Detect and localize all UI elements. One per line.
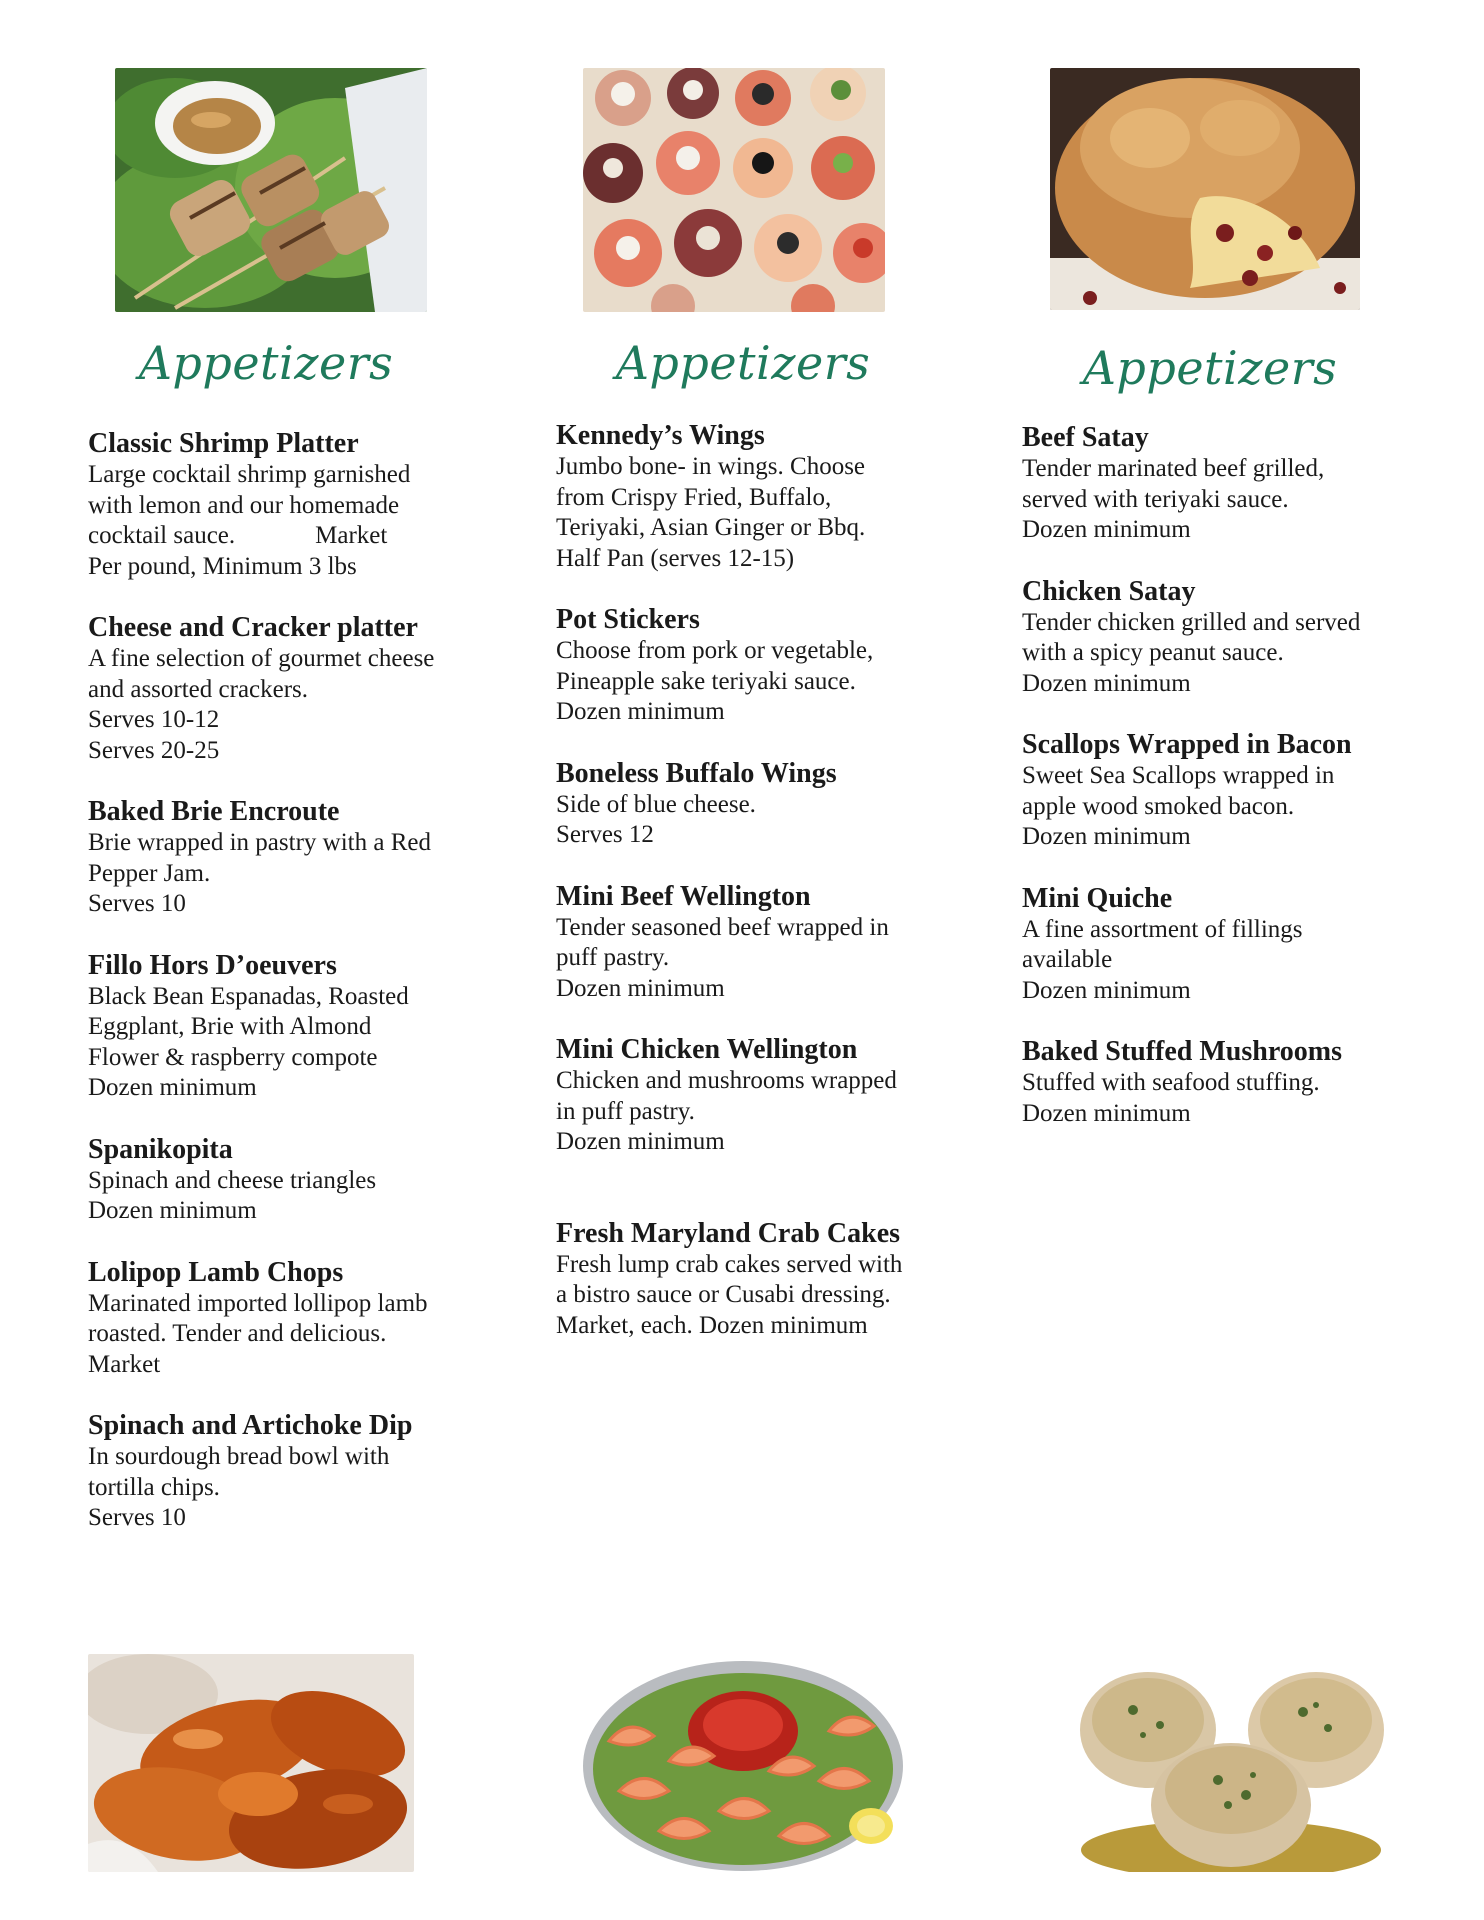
item-description: Brie wrapped in pastry with a Red	[88, 829, 431, 856]
item-description: Choose from pork or vegetable,	[556, 637, 874, 664]
item-serving: Serves 10-12	[88, 706, 220, 733]
menu-item	[556, 1034, 976, 1158]
item-description: A fine assortment of fillings	[1022, 915, 1303, 943]
item-name: Beef Satay	[1022, 422, 1149, 453]
item-description: Jumbo bone- in wings. Choose	[556, 453, 866, 480]
column-3-heading: Appetizers	[1082, 341, 1338, 395]
item-name: Boneless Buffalo Wings	[556, 757, 837, 789]
item-description: Pepper Jam.	[88, 859, 211, 887]
item-description: Sweet Sea Scallops wrapped in	[1022, 762, 1335, 789]
item-description: available	[1022, 946, 1113, 973]
item-description: A fine selection of gourmet cheese	[88, 645, 435, 672]
item-description: Per pound, Minimum 3 lbs	[88, 552, 357, 580]
item-serving: Half Pan (serves 12-15)	[556, 544, 795, 572]
item-description: Tender seasoned beef wrapped in	[556, 913, 889, 941]
menu-item	[88, 428, 508, 582]
menu-item	[556, 1218, 976, 1342]
menu-item	[556, 604, 976, 728]
menu-item	[556, 758, 976, 851]
item-description: Teriyaki, Asian Ginger or Bbq.	[556, 514, 866, 541]
item-serving: Dozen minimum	[556, 974, 725, 1002]
item-description: Large cocktail shrimp garnished	[88, 461, 411, 488]
column-1-heading: Appetizers	[138, 336, 394, 390]
item-name: Spanikopita	[88, 1133, 233, 1165]
item-name: Classic Shrimp Platter	[88, 428, 359, 459]
menu-item	[1022, 883, 1442, 1007]
item-name: Mini Beef Wellington	[556, 880, 811, 912]
menu-item	[556, 420, 976, 574]
item-name: Scallops Wrapped in Bacon	[1022, 729, 1352, 760]
item-description: puff pastry.	[556, 944, 670, 971]
item-description: Tender marinated beef grilled,	[1022, 455, 1325, 482]
item-name: Spinach and Artichoke Dip	[88, 1410, 413, 1441]
menu-item	[1022, 729, 1442, 853]
item-serving: Dozen minimum	[1022, 1099, 1191, 1127]
item-serving: Dozen minimum	[88, 1074, 257, 1101]
item-description: Fresh lump crab cakes served with	[556, 1250, 903, 1278]
item-description: Black Bean Espanadas, Roasted	[88, 982, 409, 1010]
item-description: Chicken and mushrooms wrapped	[556, 1067, 897, 1094]
item-price: Market, each. Dozen minimum	[556, 1311, 868, 1339]
item-name: Fresh Maryland Crab Cakes	[556, 1217, 901, 1249]
item-serving: Serves 12	[556, 821, 654, 848]
item-description: Tender chicken grilled and served	[1022, 608, 1361, 636]
menu-column-1	[88, 428, 508, 1534]
item-description: Spinach and cheese triangles	[88, 1166, 377, 1194]
item-serving: Dozen minimum	[556, 698, 725, 725]
item-description: roasted. Tender and delicious.	[88, 1320, 387, 1347]
canapes-photo	[583, 68, 885, 312]
item-name: Mini Quiche	[1022, 882, 1173, 914]
item-serving: Serves 20-25	[88, 736, 220, 764]
item-serving: Dozen minimum	[1022, 976, 1191, 1004]
item-name: Lolipop Lamb Chops	[88, 1256, 344, 1288]
item-description: served with teriyaki sauce.	[1022, 485, 1289, 513]
menu-item	[1022, 576, 1442, 700]
item-description: tortilla chips.	[88, 1473, 220, 1501]
item-serving: Dozen minimum	[1022, 669, 1191, 697]
item-name: Mini Chicken Wellington	[556, 1034, 858, 1065]
menu-item	[88, 796, 508, 920]
menu-column-2	[556, 420, 976, 1341]
item-description: Side of blue cheese.	[556, 790, 756, 818]
item-price: Market	[315, 522, 388, 549]
buffalo-wings-photo	[88, 1654, 414, 1872]
menu-item	[1022, 1036, 1442, 1129]
shrimp-platter-photo	[579, 1651, 907, 1873]
item-name: Baked Brie Encroute	[88, 796, 340, 827]
menu-item	[556, 881, 976, 1005]
menu-column-3	[1022, 422, 1442, 1129]
item-price: Market	[88, 1350, 161, 1378]
item-name: Fillo Hors D’oeuvers	[88, 949, 337, 981]
stuffed-mushrooms-photo	[1068, 1650, 1394, 1872]
menu-item	[88, 1257, 508, 1381]
item-description: from Crispy Fried, Buffalo,	[556, 483, 832, 511]
item-description: apple wood smoked bacon.	[1022, 792, 1295, 820]
item-serving: Serves 10	[88, 890, 186, 917]
item-description: and assorted crackers.	[88, 675, 309, 703]
item-serving: Dozen minimum	[556, 1128, 725, 1155]
item-description: In sourdough bread bowl with	[88, 1443, 390, 1470]
item-name: Chicken Satay	[1022, 575, 1196, 607]
item-name: Pot Stickers	[556, 604, 700, 635]
menu-item	[88, 1134, 508, 1227]
item-name: Kennedy’s Wings	[556, 420, 765, 451]
baked-brie-photo	[1050, 68, 1360, 310]
item-name: Cheese and Cracker platter	[88, 612, 418, 643]
menu-item	[1022, 422, 1442, 546]
item-serving: Dozen minimum	[1022, 516, 1191, 543]
item-description: cocktail sauce. Market	[88, 522, 388, 549]
item-description: with lemon and our homemade	[88, 491, 400, 519]
item-description: with a spicy peanut sauce.	[1022, 639, 1284, 666]
item-description: Stuffed with seafood stuffing.	[1022, 1069, 1320, 1096]
satay-skewers-photo	[115, 68, 427, 312]
item-serving: Serves 10	[88, 1504, 186, 1531]
item-description: Eggplant, Brie with Almond	[88, 1013, 372, 1040]
item-serving: Dozen minimum	[1022, 823, 1191, 850]
item-description: Flower & raspberry compote	[88, 1043, 378, 1071]
item-description: in puff pastry.	[556, 1097, 695, 1125]
column-2-heading: Appetizers	[615, 336, 871, 390]
menu-item	[88, 612, 508, 766]
item-description: a bistro sauce or Cusabi dressing.	[556, 1281, 891, 1308]
item-description: Pineapple sake teriyaki sauce.	[556, 667, 856, 695]
item-serving: Dozen minimum	[88, 1197, 257, 1224]
item-name: Baked Stuffed Mushrooms	[1022, 1036, 1342, 1067]
item-description: Marinated imported lollipop lamb	[88, 1289, 428, 1317]
menu-item	[88, 950, 508, 1104]
menu-item	[88, 1410, 508, 1534]
